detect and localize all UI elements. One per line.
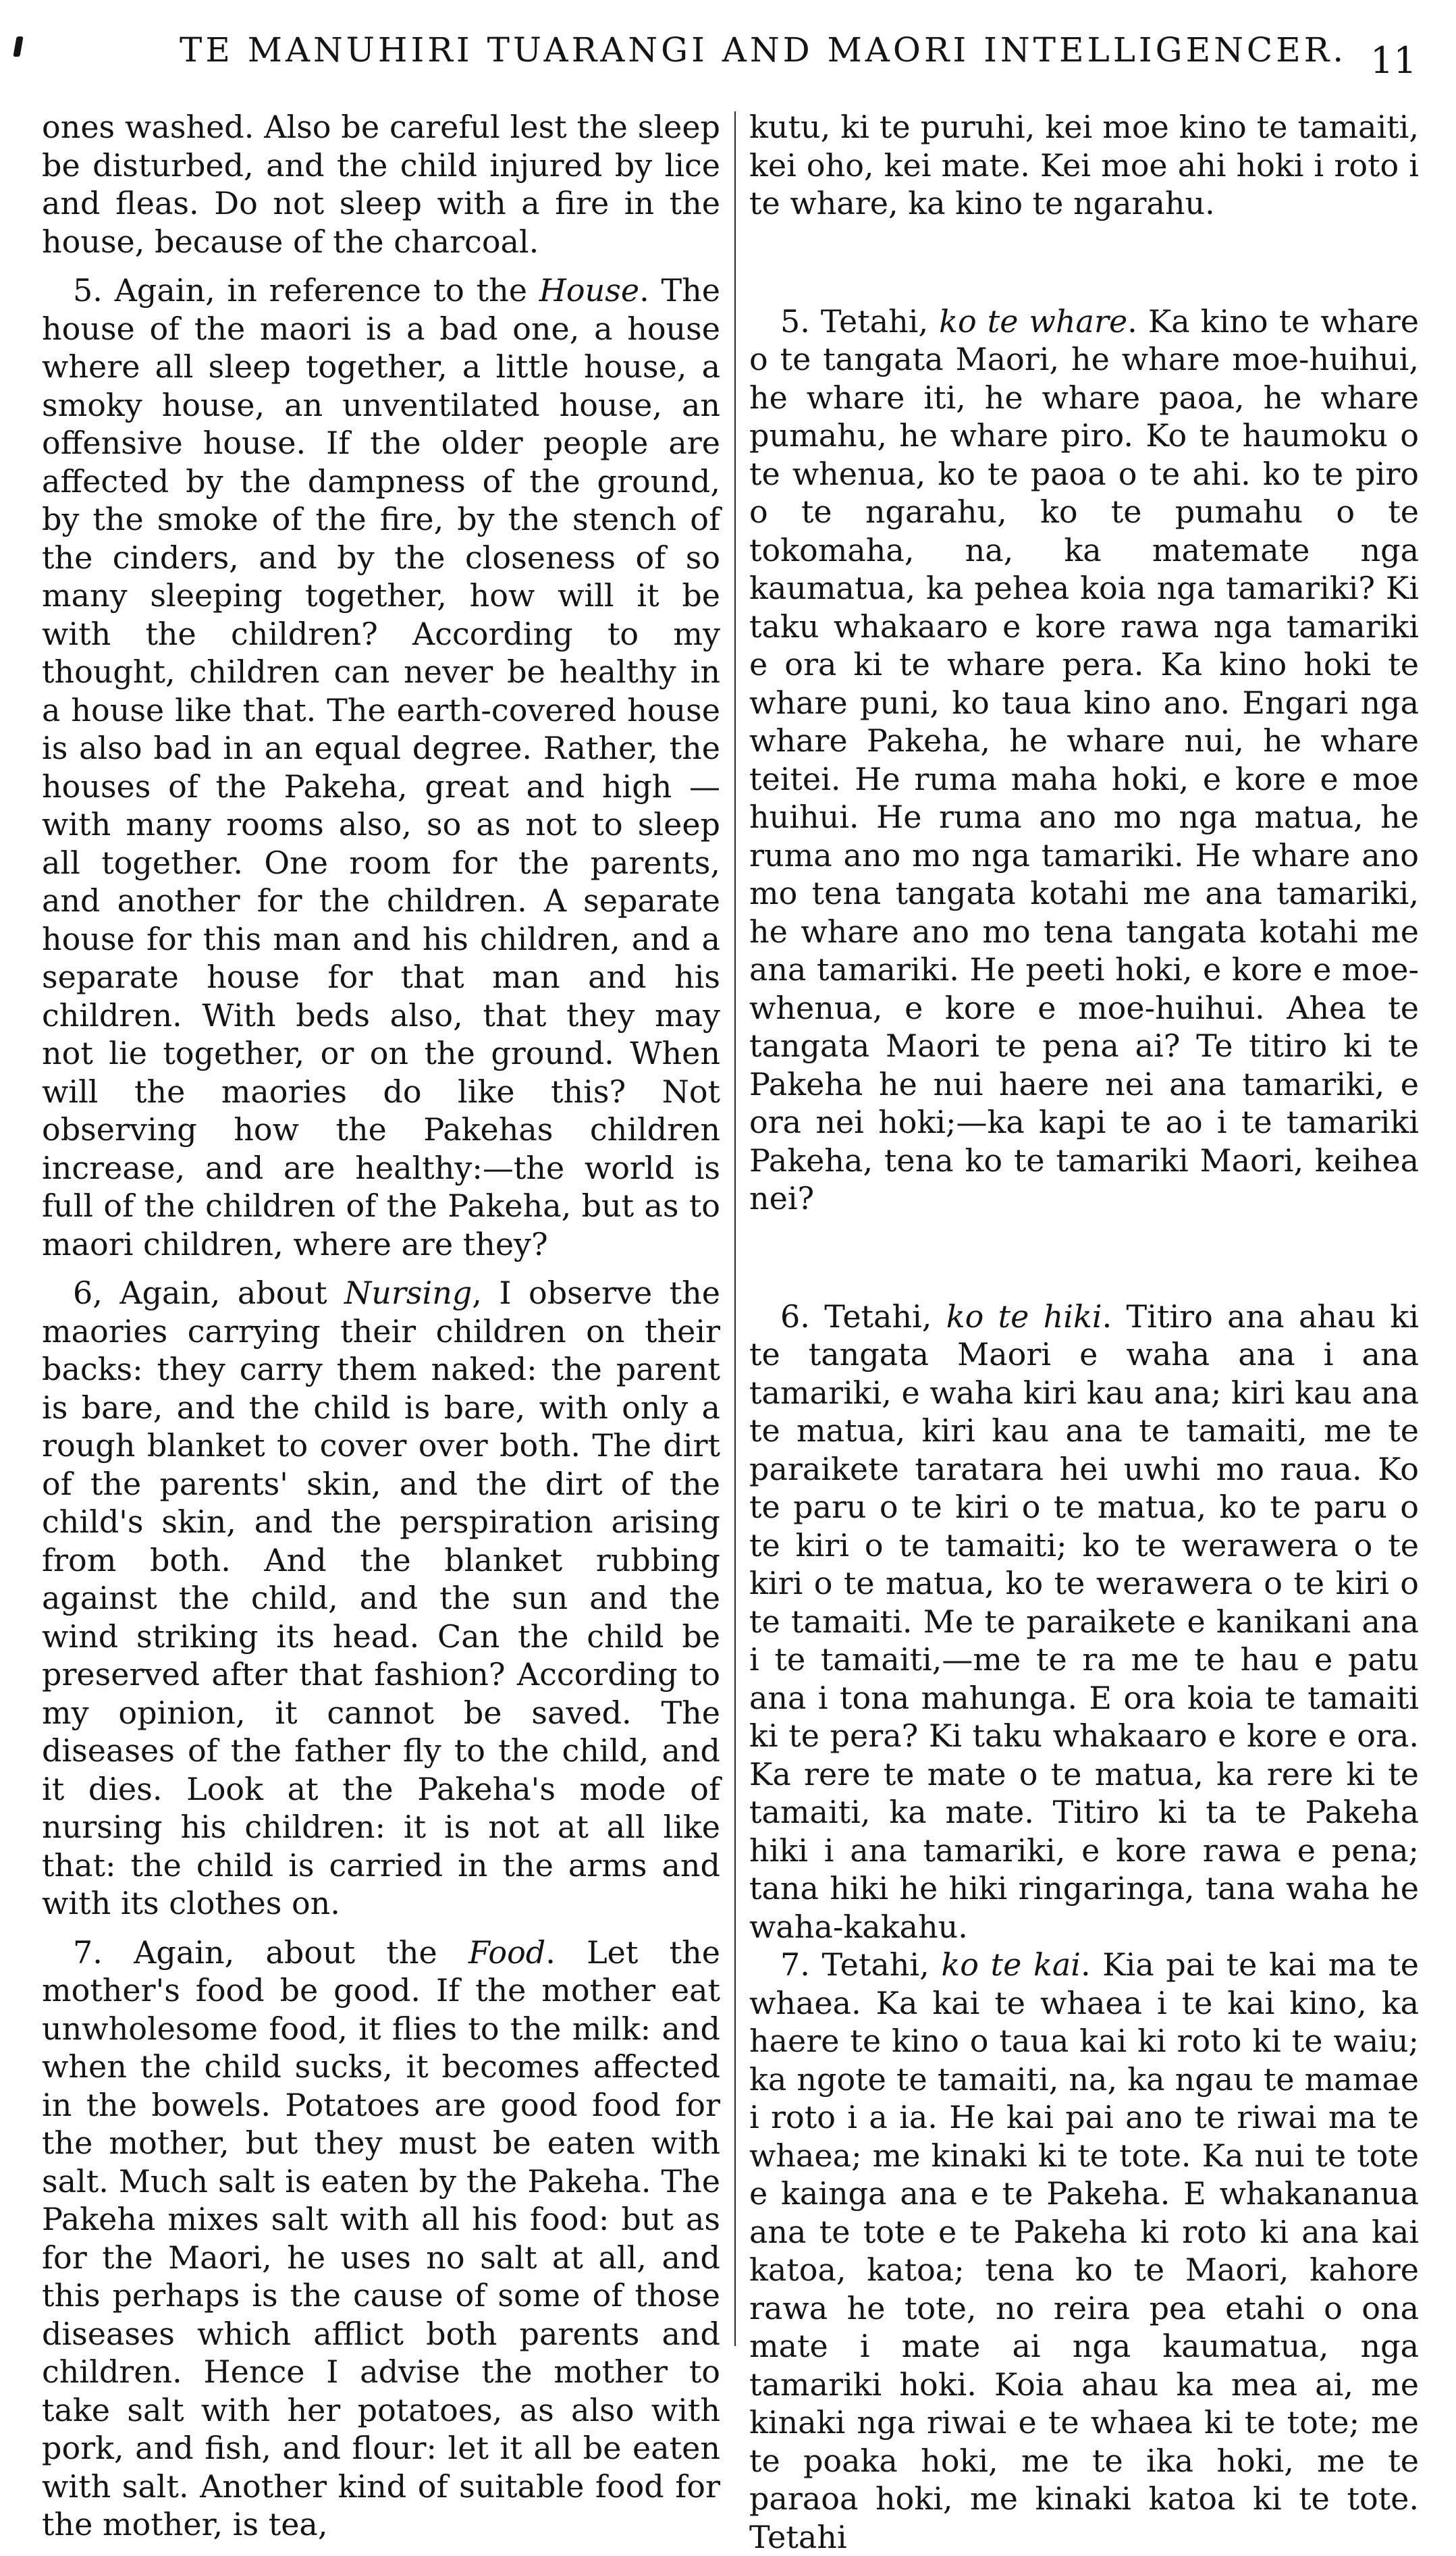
english-text-house: . The house of the maori is a bad one, a house where all sleep together, a little house, a smoky house, an unventilated house, an offensive house. If the older people are affected by the dampness of the ground, by the smoke of the fire, by the stench of the cinders, and by the closeness of so many sleeping together, how will it be with the children? According to my thought, children can never be healthy in a house like that. The earth-covered house is also bad in an equal degree. Rather, the houses of the Pakeha, great and high —with many rooms also, so as not to sleep all together. One room for the parents, and another for the children. A separate house for this man and his children, and a separate house for that man and his children. With beds also, that they may not lie together, or on the ground. When will the maories do like this? Not observing how the Pakehas children increase, and are healthy:—the world is full of the children of the Pakeha, but as to maori children, where are they? <box>42 272 720 1262</box>
maori-paragraph-whare <box>749 302 1419 1218</box>
maori-text-whare: . Ka kino te whare o te tangata Maori, he whare moe-huihui, he whare iti, he whare paoa, he whare pumahu, he whare piro. Ko te haumoku o te whenua, ko te paoa o te ahi. ko te piro o te ngarahu, ko te pumahu o te tokomaha, na, ka matemate nga kaumatua, ka pehea koia nga tamariki? Ki taku whakaaro e kore rawa nga tamariki e ora ki te whare pera. Ka kino hoki te whare puni, ko taua kino ano. Engari nga whare Pakeha, he whare nui, he whare teitei. He ruma maha hoki, e kore e moe huihui. He ruma ano mo nga matua, he ruma ano mo nga tamariki. He whare ano mo tena tangata kotahi me ana tamariki, he whare ano mo tena tangata kotahi me ana tamariki. He peeti hoki, e kore e moe-whenua, e kore e moe-huihui. Ahea te tangata Maori te pena ai? Te titiro ki te Pakeha he nui haere nei ana tamariki, e ora nei hoki;—ka kapi te ao i te tamariki Pakeha, tena ko te tamariki Maori, keihea nei? <box>749 302 1419 1217</box>
maori-section-number-5: 5. Tetahi, <box>780 302 940 340</box>
english-heading-food: Food <box>468 1934 546 1971</box>
english-section-number-7: 7. Again, about the <box>73 1934 468 1971</box>
page-number: 11 <box>1370 39 1417 82</box>
english-heading-house: House <box>539 272 640 309</box>
english-paragraph-nursing <box>42 1274 720 1923</box>
english-text-nursing: , I observe the maories carrying their children on their backs: they carry them naked: the parent is bare, and the child is bare, with only a rough blanket to cover over both. The dirt of the parents' skin, and the dirt of the child's skin, and the perspiration arising from both. And the blanket rubbing against the child, and the sun and the wind striking its head. Can the child be preserved after that fashion? According to my opinion, it cannot be saved. The diseases of the father fly to the child, and it dies. Look at the Pakeha's mode of nursing his children: it is not at all like that: the child is carried in the arms and with its clothes on. <box>42 1275 720 1921</box>
column-rule <box>734 111 736 2346</box>
running-head: TE MANUHIRI TUARANGI AND MAORI INTELLIGENCER. <box>180 30 1347 70</box>
maori-section-number-6: 6. Tetahi, <box>780 1298 946 1335</box>
english-paragraph-house <box>42 271 720 1263</box>
maori-section-number-7: 7. Tetahi, <box>780 1946 942 1983</box>
english-paragraph-food <box>42 1934 720 2544</box>
english-column <box>42 108 720 2544</box>
maori-text-hiki: . Titiro ana ahau ki te tangata Maori e waha ana i ana tamariki, e waha kiri kau ana; kiri kau ana te matua, kiri kau ana te tamaiti, me te paraikete taratara hei uwhi mo raua. Ko te paru o te kiri o te matua, ko te paru o te kiri o te tamaiti; ko te werawera o te kiri o te matua, ko te werawera o te kiri o te tamaiti. Me te paraikete e kanikani ana i te tamaiti,—me te ra me te hau e patu ana i tona mahunga. E ora koia te tamaiti ki te pera? Ki taku whakaaro e kore e ora. Ka rere te mate o te matua, ka rere ki te tamaiti, ka mate. Titiro ki ta te Pakeha hiki i ana tamariki, e kore rawa e pena; tana hiki he hiki ringaringa, tana waha he waha-kakahu. <box>749 1298 1419 1945</box>
english-section-number-5: 5. Again, in reference to the <box>73 272 539 309</box>
maori-paragraph-hiki <box>749 1298 1419 1946</box>
printer-mark <box>13 36 23 57</box>
english-paragraph-continuation: ones washed. Also be careful lest the sleep be disturbed, and the child injured by lice and fleas. Do not sleep with a fire in the house, because of the charcoal. <box>42 109 720 260</box>
maori-paragraph-kai <box>749 1946 1419 2556</box>
english-section-number-6: 6, Again, about <box>73 1275 345 1311</box>
maori-text-kai: . Kia pai te kai ma te whaea. Ka kai te whaea i te kai kino, ka haere te kino o taua kai ki roto ki te waiu; ka ngote te tamaiti, na, ka ngau te mamae i roto i a ia. He kai pai ano te riwai ma te whaea; me kinaki ki te tote. Ka nui te tote e kainga ana e te Pakeha. E whakananua ana te tote e te Pakeha ki roto ki ana kai katoa, katoa; tena ko te Maori, kahore rawa he tote, no reira pea etahi o ona mate i mate ai nga kaumatua, nga tamariki hoki. Koia ahau ka mea ai, me kinaki nga riwai e te whaea ki te tote; me te poaka hoki, me te ika hoki, me te paraoa hoki, me kinaki katoa ki te tote. Tetahi <box>749 1946 1420 2555</box>
english-text-food: . Let the mother's food be good. If the mother eat unwholesome food, it flies to the milk: and when the child sucks, it becomes affected in the bowels. Potatoes are good food for the mother, but they must be eaten with salt. Much salt is eaten by the Pakeha. The Pakeha mixes salt with all his food: but as for the Maori, he uses no salt at all, and this perhaps is the cause of some of those diseases which afflict both parents and children. Hence I advise the mother to take salt with her potatoes, as also with pork, and fish, and flour: let it all be eaten with salt. Another kind of suitable food for the mother, is tea, <box>42 1934 720 2542</box>
english-heading-nursing: Nursing <box>344 1275 473 1311</box>
maori-heading-kai: ko te kai <box>941 1946 1081 1983</box>
maori-paragraph-continuation: kutu, ki te puruhi, kei moe kino te tamaiti, kei oho, kei mate. Kei moe ahi hoki i roto i te whare, ka kino te ngarahu. <box>749 109 1419 221</box>
maori-heading-hiki: ko te hiki <box>946 1298 1102 1335</box>
maori-heading-whare: ko te whare <box>939 302 1128 340</box>
maori-column <box>749 108 1419 2556</box>
